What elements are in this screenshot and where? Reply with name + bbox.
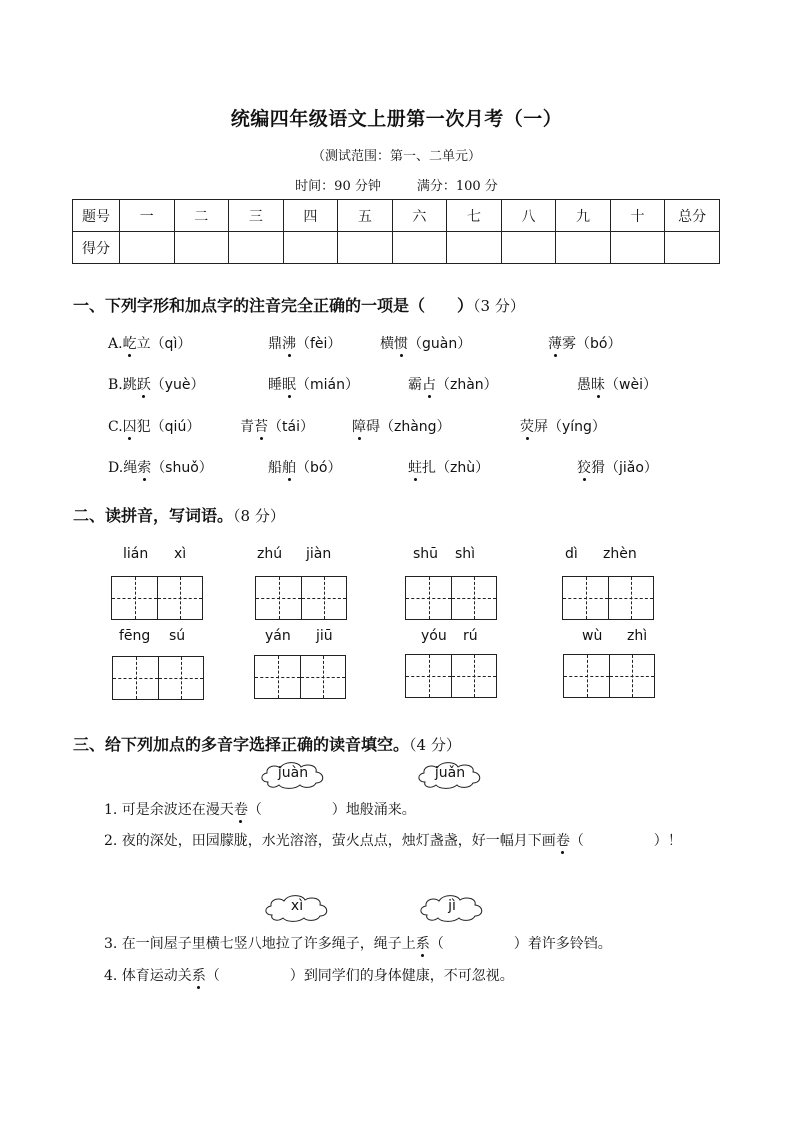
sentence-3: 3. 在一间屋子里横七竖八地拉了许多绳子，绳子上系（ ）着许多铃铛。: [104, 933, 612, 953]
pinyin-word-2: zhú: [257, 546, 283, 562]
header-cell: 二: [174, 200, 229, 232]
score-cell[interactable]: [392, 232, 447, 264]
pinyin-word-3b: shì: [455, 546, 476, 562]
writing-grid-6[interactable]: [254, 655, 346, 699]
writing-grid-7[interactable]: [405, 654, 497, 698]
header-cell: 五: [338, 200, 393, 232]
option-d-word-3: 蛀扎（zhù）: [408, 457, 489, 477]
header-cell: 九: [556, 200, 611, 232]
header-cell: 题号: [73, 200, 120, 232]
writing-grid-1[interactable]: [111, 576, 203, 620]
option-d-word-4: 狡猾（jiǎo）: [577, 457, 658, 477]
score-cell[interactable]: [610, 232, 665, 264]
writing-grid-2[interactable]: [255, 576, 347, 620]
score-cell[interactable]: [174, 232, 229, 264]
writing-grid-3[interactable]: [405, 576, 497, 620]
option-a[interactable]: A.屹立（qì）: [108, 333, 191, 353]
pinyin-word-7: yóu: [421, 628, 447, 644]
score-cell[interactable]: [229, 232, 284, 264]
section1-title: 一、下列字形和加点字的注音完全正确的一项是（ ）（3 分）: [73, 296, 525, 315]
writing-grid-8[interactable]: [563, 654, 655, 698]
option-d[interactable]: D.绳索（shuǒ）: [108, 457, 213, 477]
writing-grid-5[interactable]: [112, 656, 204, 700]
header-cell: 总分: [665, 200, 720, 232]
answer-blank[interactable]: （ ）: [205, 968, 304, 984]
pinyin-cloud-ji4: jì: [417, 893, 487, 923]
exam-full-score: 满分：100 分: [416, 179, 498, 194]
answer-blank[interactable]: （ ）: [429, 936, 528, 952]
score-cell[interactable]: [501, 232, 556, 264]
pinyin-word-6b: jiū: [316, 628, 333, 644]
option-b-word-3: 霸占（zhàn）: [408, 374, 498, 394]
score-cell[interactable]: [447, 232, 502, 264]
writing-grid-4[interactable]: [562, 576, 654, 620]
header-cell: 三: [229, 200, 284, 232]
option-b-word-2: 睡眠（mián）: [268, 374, 359, 394]
score-cell[interactable]: [338, 232, 393, 264]
option-a-word-3: 横惯（guàn）: [380, 333, 471, 353]
section3-title: 三、给下列加点的多音字选择正确的读音填空。（4 分）: [73, 735, 461, 754]
option-a-word-4: 薄雾（bó）: [548, 333, 621, 353]
pinyin-word-3: shū: [413, 546, 439, 562]
pinyin-word-1b: xì: [174, 546, 187, 562]
sentence-1: 1. 可是余波还在漫天卷（ ）地般涌来。: [104, 799, 416, 819]
pinyin-word-8: wù: [582, 628, 603, 644]
score-table: [72, 199, 720, 264]
header-cell: 七: [447, 200, 502, 232]
total-score-cell[interactable]: [665, 232, 720, 264]
option-c-word-2: 青苔（tái）: [240, 416, 314, 436]
exam-scope: （测试范围：第一、二单元）: [311, 149, 481, 164]
pinyin-word-5: fēng: [119, 628, 151, 644]
option-c-word-3: 障碍（zhàng）: [352, 416, 451, 436]
option-d-word-2: 船舶（bó）: [268, 457, 341, 477]
score-cell[interactable]: [283, 232, 338, 264]
exam-time-score: [0, 175, 793, 194]
exam-time: 时间：90 分钟: [295, 179, 381, 194]
sentence-2: 2. 夜的深处，田园朦胧，水光溶溶，萤火点点，烛灯盏盏，好一幅月下画卷（ ）！: [104, 830, 682, 850]
pinyin-word-4b: zhèn: [603, 546, 637, 562]
header-cell: 八: [501, 200, 556, 232]
score-table-score-row: [73, 232, 720, 264]
pinyin-word-8b: zhì: [627, 628, 648, 644]
pinyin-word-1: lián: [123, 546, 149, 562]
option-c[interactable]: C.囚犯（qiú）: [108, 416, 200, 436]
pinyin-word-4: dì: [565, 546, 578, 562]
score-table-header-row: [73, 200, 720, 232]
header-cell: 四: [283, 200, 338, 232]
pinyin-cloud-juan4: juàn: [258, 760, 328, 790]
pinyin-cloud-juan3: juǎn: [415, 760, 485, 790]
sentence-4: 4. 体育运动关系（ ）到同学们的身体健康，不可忽视。: [104, 965, 514, 985]
pinyin-word-6: yán: [265, 628, 291, 644]
option-b[interactable]: B.跳跃（yuè）: [108, 374, 205, 394]
header-cell: 六: [392, 200, 447, 232]
score-row-label: 得分: [73, 232, 120, 264]
answer-blank[interactable]: （ ）: [569, 833, 668, 849]
exam-title: 统编四年级语文上册第一次月考（一）: [230, 108, 563, 130]
score-cell[interactable]: [120, 232, 175, 264]
pinyin-cloud-xi4: xì: [262, 893, 332, 923]
header-cell: 一: [120, 200, 175, 232]
option-b-word-4: 愚昧（wèi）: [577, 374, 657, 394]
section2-title: 二、读拼音，写词语。（8 分）: [73, 506, 285, 525]
pinyin-word-2b: jiàn: [306, 546, 332, 562]
pinyin-word-5b: sú: [169, 628, 186, 644]
pinyin-word-7b: rú: [463, 628, 478, 644]
header-cell: 十: [610, 200, 665, 232]
score-cell[interactable]: [556, 232, 611, 264]
answer-blank[interactable]: （ ）: [247, 802, 346, 818]
option-a-word-2: 鼎沸（fèi）: [268, 333, 341, 353]
option-c-word-4: 荧屏（yíng）: [520, 416, 606, 436]
